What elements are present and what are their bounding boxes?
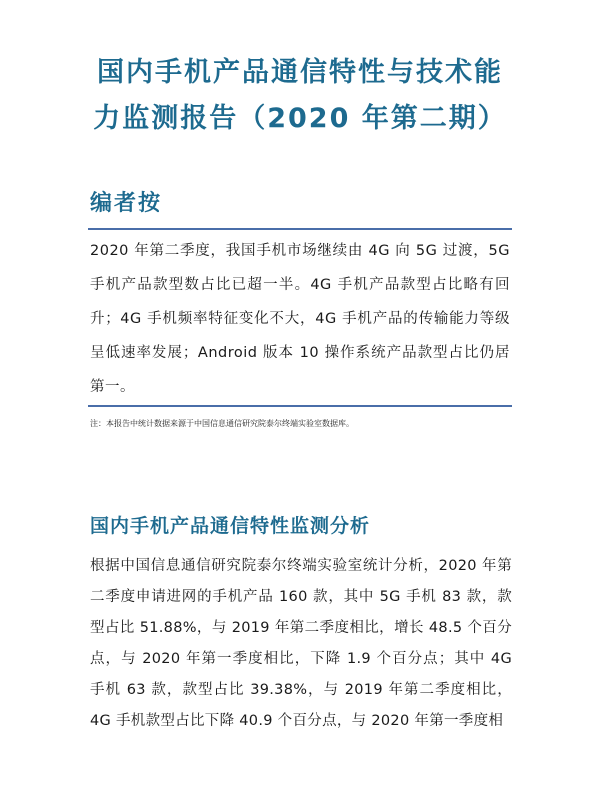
report-title-line-2: 力监测报告（2020 年第二期） bbox=[93, 103, 507, 134]
data-source-footnote: 注：本报告中统计数据来源于中国信息通信研究院泰尔终端实验室数据库。 bbox=[90, 419, 354, 428]
editor-note-body: 2020 年第二季度，我国手机市场继续由 4G 向 5G 过渡，5G 手机产品款型数占比已超一半。4G 手机产品款型占比略有回升；4G 手机频率特征变化不大，4G 手机产品的传输能力等级呈低速率发展；Android 版本 10 操作系统产品款型占比仍居第一。 bbox=[90, 243, 510, 395]
analysis-body-text: 根据中国信息通信研究院泰尔终端实验室统计分析，2020 年第二季度申请进网的手机产品 160 款，其中 5G 手机 83 款，款型占比 51.88%，与 2019 年第二季度相比，增长 48.5 个百分点，与 2020 年第一季度相比，下降 1.9 个百分点；其中 4G 手机 63 款，款型占比 39.38%，与 2019 年第二季度相比，4G 手机款型占比下降 40.9 个百分点，与 2020 年第一季度相 bbox=[90, 558, 512, 729]
analysis-section-heading: 国内手机产品通信特性监测分析 bbox=[90, 515, 371, 537]
editor-note-top-divider bbox=[88, 228, 512, 230]
editor-note-heading: 编者按 bbox=[90, 191, 163, 216]
editor-note-bottom-divider bbox=[88, 405, 512, 407]
report-title-line-1: 国内手机产品通信特性与技术能 bbox=[97, 57, 503, 88]
